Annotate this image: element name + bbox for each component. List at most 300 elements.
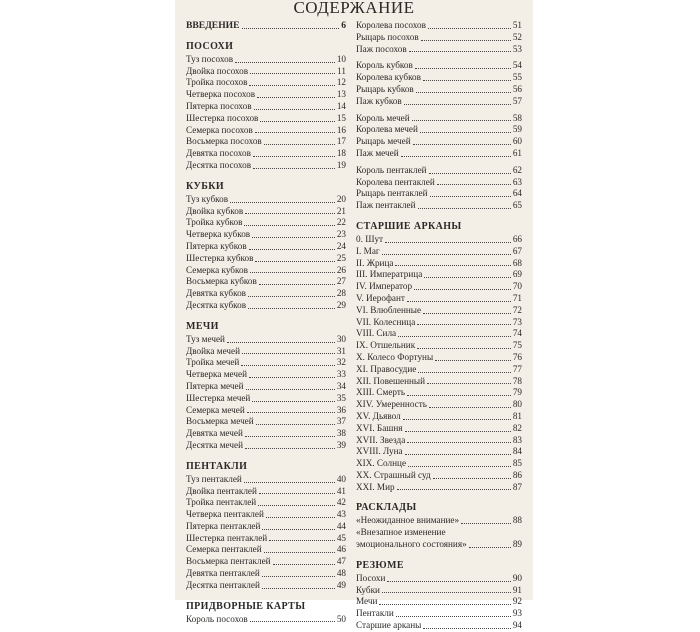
leader-dots <box>248 308 335 309</box>
leader-dots <box>250 73 335 74</box>
leader-dots <box>461 523 511 524</box>
leader-dots <box>435 360 511 361</box>
toc-entry-label: Шестерка посохов <box>186 112 259 123</box>
toc-entry <box>186 416 346 428</box>
toc-entry-page: 60 <box>512 136 522 147</box>
leader-dots <box>430 196 511 197</box>
toc-entry <box>356 246 522 258</box>
toc-entry-label: XIV. Умеренность <box>356 399 427 410</box>
toc-entry <box>356 435 522 447</box>
toc-entry-label: Посохи <box>356 572 386 583</box>
toc-entry-page: 27 <box>336 276 346 287</box>
book-page <box>175 0 533 631</box>
toc-entry-label: Королева посохов <box>356 20 426 30</box>
toc-entry <box>186 556 346 568</box>
leader-dots <box>424 277 511 278</box>
toc-entry-label: Пятерка кубков <box>186 240 247 251</box>
section-heading: РЕЗЮМЕ <box>356 559 404 571</box>
leader-dots <box>273 564 335 565</box>
toc-entry-page: 89 <box>512 539 522 550</box>
toc-entry <box>356 188 522 200</box>
toc-entry <box>356 482 522 494</box>
toc-entry-page: 62 <box>512 164 522 175</box>
toc-entry-label: Королева мечей <box>356 124 418 135</box>
toc-entry-last-line <box>356 539 522 551</box>
toc-entry-label: Король кубков <box>356 60 413 71</box>
toc-entry-label: Пятерка мечей <box>186 380 244 391</box>
toc-entry <box>186 148 346 160</box>
toc-entry-label: Пятерка пентаклей <box>186 520 261 531</box>
toc-entry-label: V. Иерофант <box>356 292 405 303</box>
toc-entry-label: Двойка пентаклей <box>186 485 257 496</box>
toc-entry-label: Король пентаклей <box>356 164 427 175</box>
toc-entry <box>356 200 522 212</box>
leader-dots <box>256 424 335 425</box>
toc-entry-label-line1: «Внезапное изменение <box>356 527 446 538</box>
leader-dots <box>408 466 511 467</box>
leader-dots <box>398 336 511 337</box>
toc-entry-label: Девятка кубков <box>186 288 247 299</box>
leader-dots <box>255 132 335 133</box>
toc-entry-label: Королева кубков <box>356 72 421 83</box>
leader-dots <box>230 202 335 203</box>
leader-dots <box>246 389 335 390</box>
toc-entry-label: Рыцарь мечей <box>356 136 411 147</box>
toc-entry <box>186 253 346 265</box>
toc-entry-label: Туз мечей <box>186 333 225 344</box>
toc-entry-page: 81 <box>512 410 522 421</box>
leader-dots <box>423 313 511 314</box>
toc-entry-label: XII. Повешенный <box>356 375 426 386</box>
toc-entry-label: Рыцарь кубков <box>356 83 414 94</box>
leader-dots <box>418 372 510 373</box>
toc-entry-page: 88 <box>512 515 522 526</box>
toc-entry-page: 74 <box>512 328 522 339</box>
toc-entry-label: Кубки <box>356 584 380 595</box>
toc-entry-label: Двойка кубков <box>186 205 244 216</box>
toc-entry-page: 90 <box>512 572 522 583</box>
toc-entry <box>186 125 346 137</box>
toc-entry-label: Мечи <box>356 596 378 607</box>
toc-entry-page: 63 <box>512 176 522 187</box>
toc-entry-page: 84 <box>512 446 522 457</box>
toc-entry-label: Семерка мечей <box>186 404 245 415</box>
toc-entry-label: Десятка кубков <box>186 299 247 310</box>
leader-dots <box>264 552 335 553</box>
leader-dots <box>423 628 510 629</box>
toc-entry-label-line2: эмоционального состояния» <box>356 539 467 550</box>
leader-dots <box>385 242 511 243</box>
toc-entry-page: 70 <box>512 281 522 292</box>
toc-entry-page: 21 <box>336 205 346 216</box>
leader-dots <box>403 419 511 420</box>
toc-entry-label: Четверка пентаклей <box>186 509 264 520</box>
toc-entry <box>356 620 522 632</box>
leader-dots <box>253 168 335 169</box>
toc-entry-page: 40 <box>336 473 346 484</box>
toc-entry-page: 49 <box>336 579 346 590</box>
leader-dots <box>429 173 511 174</box>
toc-entry-page: 91 <box>512 584 522 595</box>
toc-entry <box>356 470 522 482</box>
section-heading: МЕЧИ <box>186 320 219 332</box>
leader-dots <box>257 97 335 98</box>
toc-entry <box>356 328 522 340</box>
toc-entry <box>356 234 522 246</box>
leader-dots <box>262 529 334 530</box>
toc-entry <box>186 265 346 277</box>
leader-dots <box>249 85 334 86</box>
leader-dots <box>262 588 335 589</box>
toc-entry <box>356 148 522 160</box>
leader-dots <box>244 225 334 226</box>
toc-entry-label: XX. Страшный суд <box>356 469 431 480</box>
toc-entry <box>356 136 522 148</box>
toc-entry-page: 54 <box>512 60 522 71</box>
toc-entry-label: Восьмерка кубков <box>186 276 257 287</box>
toc-entry-label: Туз посохов <box>186 53 234 64</box>
toc-entry-label: IV. Император <box>356 281 413 292</box>
toc-entry-page: 20 <box>336 193 346 204</box>
toc-entry <box>186 136 346 148</box>
toc-entry-label: Паж пентаклей <box>356 200 416 211</box>
leader-dots <box>382 592 511 593</box>
leader-dots <box>242 28 340 29</box>
court-card-groups <box>356 20 522 212</box>
toc-entry <box>186 241 346 253</box>
leader-dots <box>255 261 334 262</box>
toc-entry-page: 43 <box>336 509 346 520</box>
toc-entry-page: 22 <box>336 217 346 228</box>
leader-dots <box>405 454 511 455</box>
leader-dots <box>437 184 511 185</box>
toc-entry <box>186 113 346 125</box>
toc-entry-label: Семерка пентаклей <box>186 544 262 555</box>
toc-entry-label: VIII. Сила <box>356 328 397 339</box>
toc-entry-label: XXI. Мир <box>356 481 395 492</box>
toc-entry-page: 72 <box>512 304 522 315</box>
toc-entry-label: 0. Шут <box>356 233 384 244</box>
leader-dots <box>421 40 511 41</box>
toc-entry <box>356 72 522 84</box>
toc-entry <box>186 346 346 358</box>
toc-entry-label: Тройка мечей <box>186 357 240 368</box>
toc-entry-page: 59 <box>512 124 522 135</box>
toc-entry <box>356 305 522 317</box>
toc-entry-page: 61 <box>512 147 522 158</box>
toc-entry <box>186 521 346 533</box>
leader-dots <box>382 254 511 255</box>
toc-entry-label: Восьмерка пентаклей <box>186 556 271 567</box>
toc-entry <box>356 281 522 293</box>
toc-entry-label: ВВЕДЕНИЕ <box>186 20 240 31</box>
leader-dots <box>269 540 335 541</box>
toc-entry <box>356 84 522 96</box>
toc-entry-label: Рыцарь посохов <box>356 31 419 42</box>
toc-entry-label: Семерка кубков <box>186 264 248 275</box>
toc-entry-page: 42 <box>336 497 346 508</box>
toc-entry-label: III. Императрица <box>356 269 423 280</box>
leader-dots <box>414 289 511 290</box>
toc-entry-page: 13 <box>336 89 346 100</box>
toc-entry <box>186 101 346 113</box>
toc-entry <box>186 54 346 66</box>
toc-entry-page: 87 <box>512 481 522 492</box>
toc-entry-page: 73 <box>512 316 522 327</box>
toc-entry-page: 77 <box>512 363 522 374</box>
toc-entry-page: 6 <box>341 20 346 31</box>
toc-entry-label: XVIII. Луна <box>356 446 403 457</box>
leader-dots <box>252 401 334 402</box>
toc-entry-page: 10 <box>336 53 346 64</box>
toc-entry-label: X. Колесо Фортуны <box>356 351 434 362</box>
toc-entry-page: 48 <box>336 568 346 579</box>
toc-entry-page: 26 <box>336 264 346 275</box>
toc-entry <box>186 580 346 592</box>
toc-entry-label: II. Жрица <box>356 257 394 268</box>
toc-entry <box>356 608 522 620</box>
toc-entry <box>186 300 346 312</box>
toc-entry <box>186 405 346 417</box>
leader-dots <box>405 431 511 432</box>
toc-entry-label: Рыцарь пентаклей <box>356 188 428 199</box>
leader-dots <box>235 62 335 63</box>
toc-entry <box>186 497 346 509</box>
toc-entry-label: Шестерка пентаклей <box>186 532 268 543</box>
toc-entry <box>356 446 522 458</box>
leader-dots <box>258 505 335 506</box>
toc-entry-label: Восьмерка мечей <box>186 416 254 427</box>
toc-entry-multiline <box>356 527 522 551</box>
right-column <box>356 20 522 632</box>
toc-entry-page: 69 <box>512 269 522 280</box>
toc-entry-page: 28 <box>336 288 346 299</box>
toc-entry <box>356 515 522 527</box>
toc-entry-page: 12 <box>336 77 346 88</box>
toc-entry-label: Пятерка посохов <box>186 100 252 111</box>
toc-entry-label: Король посохов <box>186 613 248 624</box>
leader-dots <box>387 581 510 582</box>
section-heading: ПРИДВОРНЫЕ КАРТЫ <box>186 600 306 612</box>
toc-entry <box>186 276 346 288</box>
toc-entry-page: 67 <box>512 245 522 256</box>
toc-entry-page: 50 <box>336 613 346 624</box>
major-arcana-list <box>356 234 522 494</box>
toc-entry-label: I. Маг <box>356 245 380 256</box>
toc-entry-page: 37 <box>336 416 346 427</box>
leader-dots <box>420 132 511 133</box>
leader-dots <box>433 478 511 479</box>
toc-entry <box>186 440 346 452</box>
toc-entry-label: Шестерка кубков <box>186 252 254 263</box>
leader-dots <box>259 284 335 285</box>
toc-entry <box>186 194 346 206</box>
leader-dots <box>252 237 335 238</box>
toc-entry-page: 45 <box>336 532 346 543</box>
leader-dots <box>417 324 511 325</box>
toc-entry-label: Четверка мечей <box>186 369 247 380</box>
toc-entry <box>186 89 346 101</box>
toc-entry-label: Туз кубков <box>186 193 229 204</box>
leader-dots <box>417 348 511 349</box>
toc-entry-page: 25 <box>336 252 346 263</box>
toc-entry-page: 24 <box>336 240 346 251</box>
toc-entry-page: 30 <box>336 333 346 344</box>
leader-dots <box>253 156 335 157</box>
toc-entry <box>186 509 346 521</box>
toc-entry-label: VII. Колесница <box>356 316 416 327</box>
toc-entry-page: 86 <box>512 469 522 480</box>
toc-entry <box>186 568 346 580</box>
leader-dots <box>241 365 334 366</box>
section-heading: КУБКИ <box>186 180 225 192</box>
toc-entry-label: Королева пентаклей <box>356 176 435 187</box>
toc-entry <box>186 288 346 300</box>
toc-entry <box>356 376 522 388</box>
toc-entry <box>186 357 346 369</box>
toc-entry <box>186 217 346 229</box>
toc-entry-page: 14 <box>336 100 346 111</box>
toc-entry <box>186 474 346 486</box>
leader-dots <box>247 412 335 413</box>
toc-entry <box>356 293 522 305</box>
toc-entry <box>356 165 522 177</box>
toc-entry-page: 17 <box>336 136 346 147</box>
toc-entry <box>356 352 522 364</box>
toc-entry-page: 38 <box>336 428 346 439</box>
toc-entry-page: 44 <box>336 520 346 531</box>
toc-entry-label: Десятка мечей <box>186 439 243 450</box>
toc-entry <box>356 387 522 399</box>
toc-entry-page: 92 <box>512 596 522 607</box>
toc-entry-label: XV. Дьявол <box>356 410 401 421</box>
leader-dots <box>264 144 335 145</box>
leader-dots <box>245 448 335 449</box>
toc-entry <box>186 614 346 626</box>
section-heading: ПЕНТАКЛИ <box>186 460 248 472</box>
toc-entry-label: Десятка пентаклей <box>186 579 260 590</box>
toc-entry-label: Восьмерка посохов <box>186 136 262 147</box>
toc-entry-page: 57 <box>512 95 522 106</box>
toc-entry-label: XIII. Смерть <box>356 387 406 398</box>
toc-entry-label: XIX. Солнце <box>356 458 407 469</box>
toc-entry-page: 29 <box>336 299 346 310</box>
toc-entry <box>186 334 346 346</box>
toc-entry <box>186 533 346 545</box>
toc-entry-page: 94 <box>512 620 522 631</box>
toc-entry-page: 33 <box>336 369 346 380</box>
left-column <box>186 20 346 625</box>
toc-entry-label: Тройка посохов <box>186 77 248 88</box>
toc-entry-label: Четверка кубков <box>186 229 251 240</box>
toc-entry-label: Старшие арканы <box>356 620 422 631</box>
leader-dots <box>407 301 511 302</box>
toc-entry-page: 52 <box>512 31 522 42</box>
toc-entry-label: Паж кубков <box>356 95 402 106</box>
toc-entry <box>356 317 522 329</box>
leader-dots <box>418 208 511 209</box>
leader-dots <box>254 109 335 110</box>
toc-entry-page: 64 <box>512 188 522 199</box>
toc-entry <box>356 96 522 108</box>
toc-entry-page: 55 <box>512 72 522 83</box>
toc-entry <box>186 393 346 405</box>
toc-entry-page: 78 <box>512 375 522 386</box>
toc-entry <box>186 486 346 498</box>
toc-entry-page: 85 <box>512 458 522 469</box>
summary-list <box>356 573 522 632</box>
leader-dots <box>423 80 511 81</box>
toc-entry <box>186 229 346 241</box>
toc-entry-label: Тройка пентаклей <box>186 497 257 508</box>
toc-entry-page: 11 <box>337 65 346 76</box>
toc-entry-page: 15 <box>336 112 346 123</box>
toc-entry-page: 41 <box>336 485 346 496</box>
toc-entry <box>356 20 522 32</box>
leader-dots <box>395 265 510 266</box>
toc-entry-page: 80 <box>512 399 522 410</box>
left-sections <box>186 40 346 626</box>
toc-entry <box>356 32 522 44</box>
toc-entry-page: 34 <box>336 380 346 391</box>
toc-entry-label: Двойка мечей <box>186 345 241 356</box>
toc-entry-label: Девятка пентаклей <box>186 568 260 579</box>
leader-dots <box>469 547 511 548</box>
toc-entry <box>356 585 522 597</box>
leader-dots <box>409 51 511 52</box>
leader-dots <box>266 517 335 518</box>
toc-entry-label: Девятка посохов <box>186 148 251 159</box>
toc-entry-page: 18 <box>336 148 346 159</box>
leader-dots <box>249 249 335 250</box>
toc-entry-page: 46 <box>336 544 346 555</box>
leader-dots <box>227 342 335 343</box>
toc-entry-page: 75 <box>512 340 522 351</box>
leader-dots <box>396 616 511 617</box>
toc-entry <box>356 269 522 281</box>
leader-dots <box>249 377 335 378</box>
toc-entry-page: 66 <box>512 233 522 244</box>
toc-entry <box>356 399 522 411</box>
leader-dots <box>412 120 511 121</box>
leader-dots <box>244 482 335 483</box>
toc-entry <box>186 381 346 393</box>
toc-entry-page: 68 <box>512 257 522 268</box>
leader-dots <box>248 296 335 297</box>
toc-entry-label: «Неожиданное внимание» <box>356 515 460 526</box>
toc-entry-page: 79 <box>512 387 522 398</box>
toc-entry-page: 83 <box>512 434 522 445</box>
toc-entry <box>356 423 522 435</box>
toc-entry-label: Паж посохов <box>356 43 407 54</box>
toc-entry-label: Туз пентаклей <box>186 473 242 484</box>
toc-entry-label: XI. Правосудие <box>356 363 417 374</box>
toc-entry-label: Десятка посохов <box>186 159 252 170</box>
toc-entry <box>356 60 522 72</box>
toc-entry-label: XVI. Башня <box>356 422 403 433</box>
leader-dots <box>416 92 511 93</box>
toc-entry-page: 51 <box>512 20 522 30</box>
toc-entry-page: 71 <box>512 292 522 303</box>
toc-entry <box>356 596 522 608</box>
section-heading: РАСКЛАДЫ <box>356 502 417 514</box>
toc-entry-page: 93 <box>512 608 522 619</box>
leader-dots <box>407 442 511 443</box>
toc-entry <box>356 411 522 423</box>
toc-entry-label: Паж мечей <box>356 147 399 158</box>
toc-entry-label: Семерка посохов <box>186 124 253 135</box>
leader-dots <box>427 383 511 384</box>
